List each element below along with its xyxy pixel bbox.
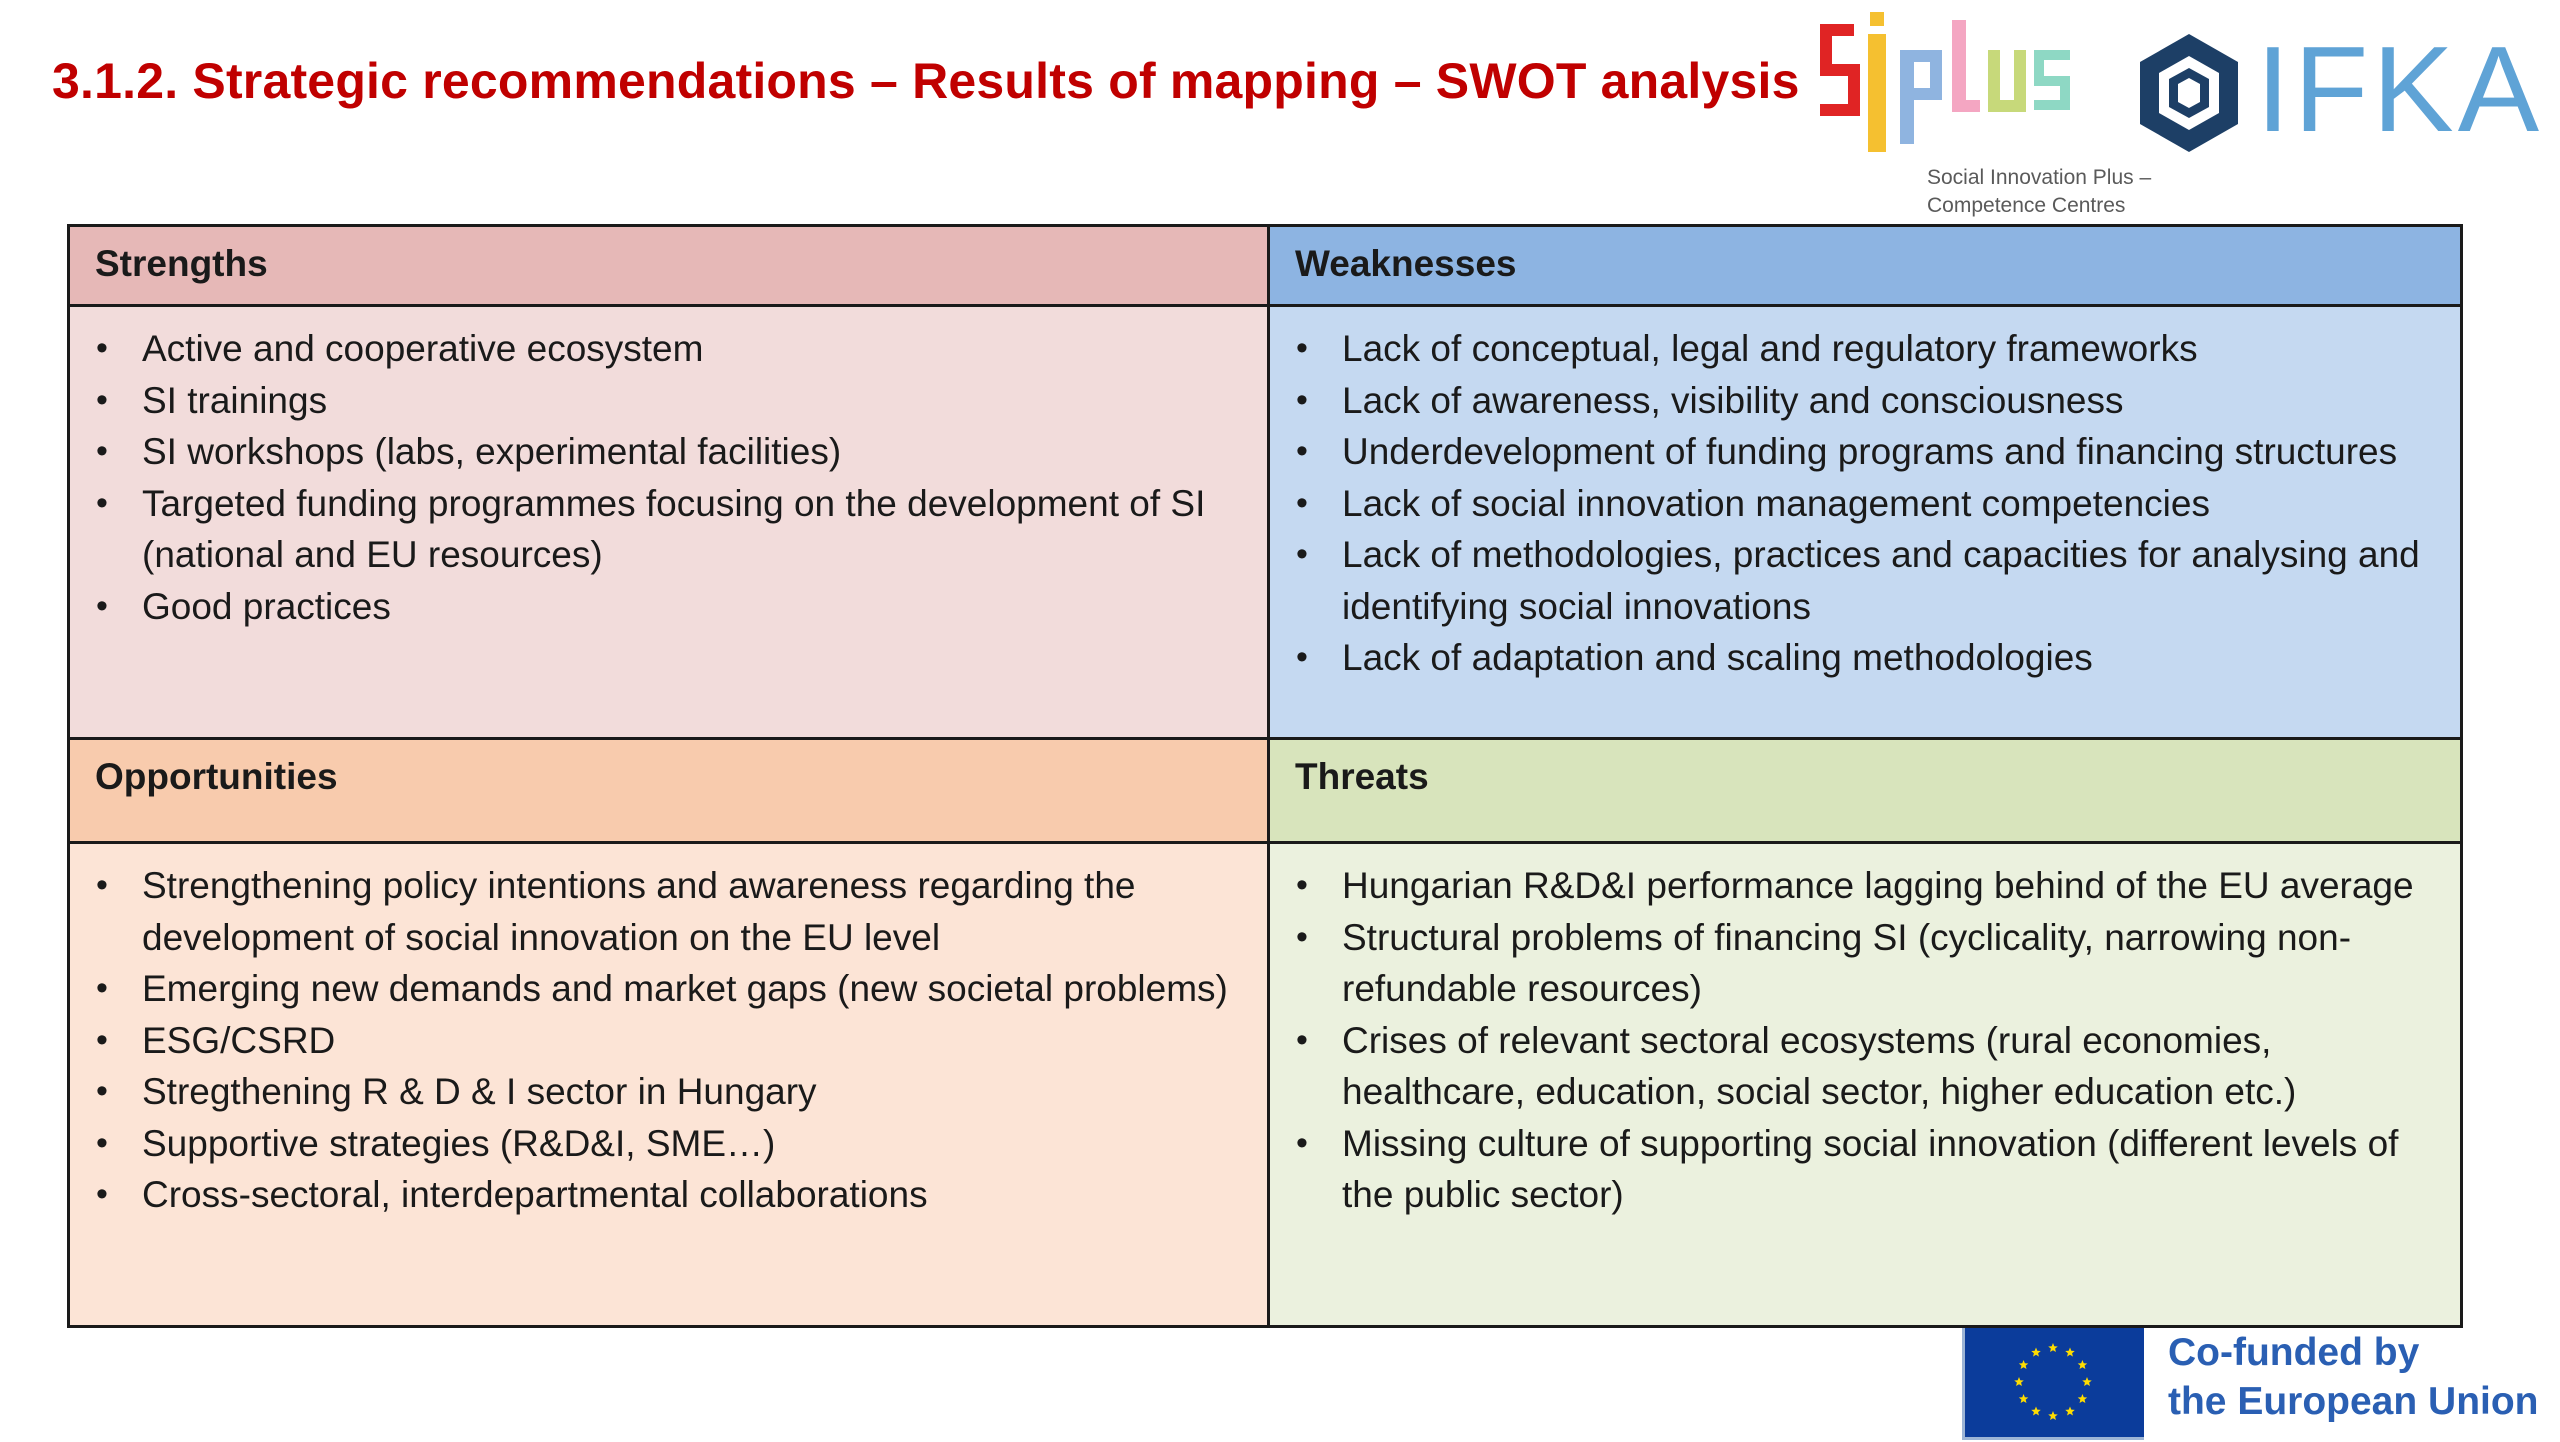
bullet-icon: • (1296, 866, 1308, 904)
ifka-hexagon-icon (2134, 30, 2244, 156)
bullet-item (1270, 478, 2460, 530)
bullet-text: Emerging new demands and market gaps (new societal problems) (142, 968, 1228, 1009)
eu-star-icon (2019, 1360, 2029, 1369)
strengths-list (70, 323, 1267, 632)
bullet-text: Lack of methodologies, practices and capacities for analysing and identifying social innovations (1342, 534, 2420, 627)
eu-flag-icon (1962, 1328, 2144, 1440)
eu-star-icon (2078, 1360, 2088, 1369)
bullet-icon: • (1296, 1123, 1308, 1162)
bullet-icon: • (1296, 917, 1308, 956)
bullet-text: Lack of adaptation and scaling methodologies (1342, 637, 2093, 678)
bullet-item (70, 860, 1267, 963)
bullet-text: Structural problems of financing SI (cyclicality, narrowing non-refundable resources) (1342, 916, 2352, 1009)
bullet-item (70, 478, 1267, 581)
bullet-text: Lack of conceptual, legal and regulatory frameworks (1342, 328, 2198, 369)
bullet-icon: • (96, 586, 108, 625)
eu-cofunding-text: Co-funded by the European Union (2168, 1331, 2539, 1423)
bullet-text: Lack of social innovation management competencies (1342, 482, 2210, 524)
bullet-item (70, 963, 1267, 1015)
eu-star-icon (2031, 1348, 2041, 1357)
bullet-text: Hungarian R&D&I performance lagging behind of the EU average (1342, 865, 2414, 906)
bullet-item (1270, 1015, 2460, 1118)
weaknesses-list (1270, 323, 2460, 684)
column-divider (1267, 227, 1270, 1325)
bullet-item (70, 1169, 1267, 1221)
bullet-item (70, 323, 1267, 375)
bullet-text: Crises of relevant sectoral ecosystems (rural economies, healthcare, education, social sector, higher education etc.) (1342, 1019, 2297, 1112)
bullet-item (1270, 860, 2460, 912)
opportunities-cell (70, 844, 1267, 1325)
bullet-item (70, 426, 1267, 478)
weaknesses-heading: Weaknesses (1270, 227, 2460, 307)
opportunities-list (70, 860, 1267, 1221)
bullet-text: Supportive strategies (R&D&I, SME…) (142, 1122, 776, 1164)
ifka-logo-text: IFKA (2256, 21, 2544, 157)
bullet-icon: • (1296, 380, 1308, 419)
strengths-cell (70, 307, 1267, 740)
eu-star-icon (2048, 1343, 2058, 1352)
weaknesses-cell (1270, 307, 2460, 740)
swot-table (67, 224, 2463, 1328)
bullet-item (1270, 912, 2460, 1015)
bullet-item (70, 1066, 1267, 1118)
strengths-heading: Strengths (70, 227, 1267, 307)
bullet-icon: • (1296, 1020, 1308, 1059)
bullet-text: Good practices (142, 585, 391, 627)
eu-star-icon (2082, 1377, 2092, 1386)
bullet-item (1270, 529, 2460, 632)
bullet-item (70, 1118, 1267, 1170)
bullet-text: Underdevelopment of funding programs and financing structures (1342, 431, 2398, 472)
eu-cofunding-badge (1962, 1328, 2560, 1440)
bullet-icon: • (96, 483, 108, 522)
siplus-tagline: Social Innovation Plus – Competence Centres (1927, 166, 2152, 217)
bullet-icon: • (1296, 329, 1308, 367)
bullet-text: SI workshops (labs, experimental facilities) (142, 431, 842, 472)
eu-star-icon (2078, 1394, 2088, 1403)
bullet-text: Lack of awareness, visibility and consciousness (1342, 379, 2124, 421)
threats-heading: Threats (1270, 740, 2460, 844)
eu-stars-icon (1965, 1328, 2141, 1437)
bullet-icon: • (1296, 638, 1308, 676)
eu-star-icon (2014, 1377, 2024, 1386)
bullet-item (70, 1015, 1267, 1067)
bullet-item (1270, 323, 2460, 375)
eu-star-icon (2048, 1411, 2058, 1420)
siplus-logo (1820, 6, 2140, 156)
bullet-icon: • (96, 1020, 108, 1059)
bullet-icon: • (96, 1072, 108, 1110)
bullet-icon: • (1296, 432, 1308, 470)
bullet-text: Missing culture of supporting social innovation (different levels of the public sector) (1342, 1122, 2399, 1215)
eu-star-icon (2065, 1348, 2075, 1357)
bullet-icon: • (96, 866, 108, 904)
bullet-icon: • (96, 1175, 108, 1213)
bullet-icon: • (96, 329, 108, 367)
bullet-icon: • (1296, 483, 1308, 522)
bullet-icon: • (96, 1123, 108, 1162)
bullet-text: Active and cooperative ecosystem (142, 328, 704, 369)
bullet-text: SI trainings (142, 379, 328, 421)
bullet-text: Targeted funding programmes focusing on the development of SI (national and EU resources) (142, 482, 1206, 575)
bullet-icon: • (96, 432, 108, 470)
bullet-item (1270, 426, 2460, 478)
bullet-text: ESG/CSRD (142, 1019, 336, 1061)
threats-list (1270, 860, 2460, 1221)
bullet-item (1270, 375, 2460, 427)
bullet-text: Cross-sectoral, interdepartmental collaborations (142, 1174, 928, 1215)
bullet-item (70, 581, 1267, 633)
bullet-text: Strengthening policy intentions and awareness regarding the development of social innovation on the EU level (142, 865, 1136, 958)
eu-star-icon (2065, 1406, 2075, 1415)
threats-cell (1270, 844, 2460, 1325)
logo-area (1820, 6, 2560, 222)
eu-star-icon (2019, 1394, 2029, 1403)
opportunities-heading: Opportunities (70, 740, 1267, 844)
eu-star-icon (2031, 1406, 2041, 1415)
bullet-item (70, 375, 1267, 427)
bullet-item (1270, 1118, 2460, 1221)
slide-title: 3.1.2. Strategic recommendations – Results of mapping – SWOT analysis (52, 53, 1800, 109)
bullet-text: Stregthening R & D & I sector in Hungary (142, 1071, 817, 1112)
bullet-icon: • (1296, 535, 1308, 573)
bullet-icon: • (96, 380, 108, 419)
bullet-item (1270, 632, 2460, 684)
bullet-icon: • (96, 969, 108, 1007)
